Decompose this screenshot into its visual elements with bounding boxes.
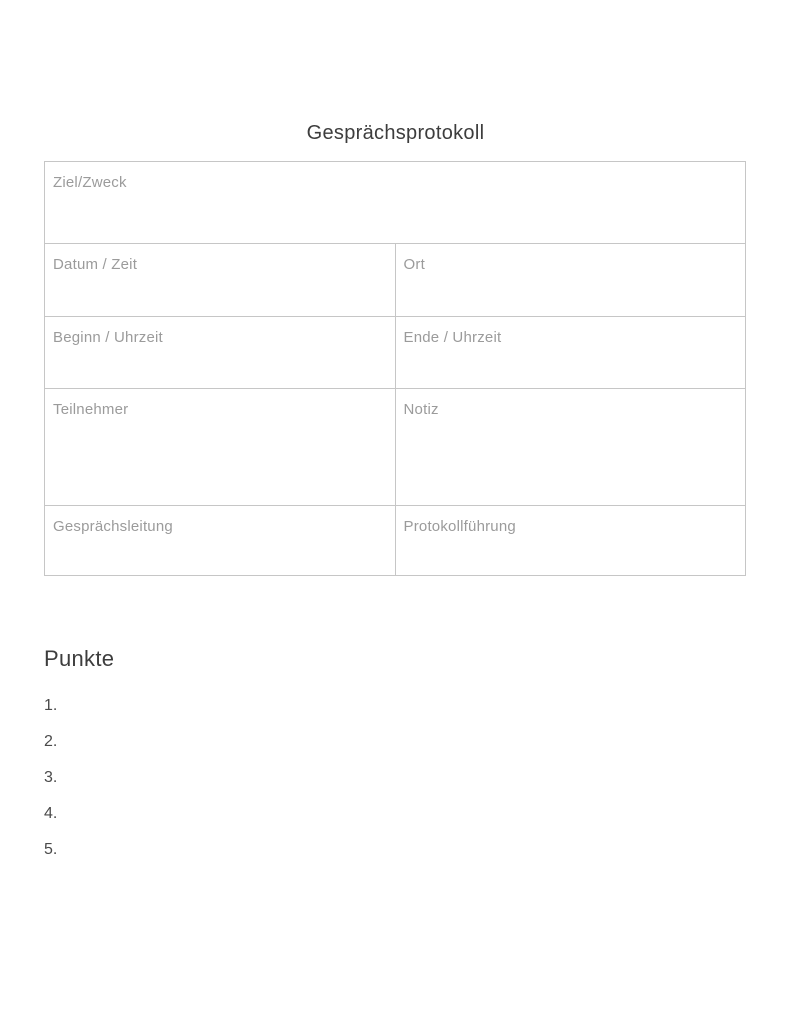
field-label-teilnehmer: Teilnehmer <box>53 401 129 418</box>
field-gespraechsleitung[interactable] <box>45 506 396 576</box>
list-item[interactable] <box>44 796 791 832</box>
table-row <box>45 317 746 389</box>
list-marker: 4. <box>44 805 58 822</box>
field-ort[interactable] <box>395 244 746 317</box>
protocol-table <box>44 161 746 576</box>
field-ziel-zweck[interactable] <box>45 162 746 244</box>
list-marker: 1. <box>44 697 58 714</box>
punkte-list <box>44 688 791 868</box>
list-marker: 5. <box>44 841 58 858</box>
list-item[interactable] <box>44 724 791 760</box>
document-page <box>0 122 791 1024</box>
field-label-beginn-uhrzeit: Beginn / Uhrzeit <box>53 329 163 346</box>
field-teilnehmer[interactable] <box>45 389 396 506</box>
page-title: Gesprächsprotokoll <box>306 122 485 144</box>
table-row <box>45 389 746 506</box>
field-label-notiz: Notiz <box>403 401 439 418</box>
list-item[interactable] <box>44 760 791 796</box>
field-label-ort: Ort <box>403 256 425 273</box>
field-label-datum-zeit: Datum / Zeit <box>53 256 138 273</box>
field-label-ziel-zweck: Ziel/Zweck <box>53 174 127 191</box>
field-label-ende-uhrzeit: Ende / Uhrzeit <box>403 329 502 346</box>
field-label-gespraechsleitung: Gesprächsleitung <box>53 518 173 535</box>
field-label-protokollfuehrung: Protokollführung <box>403 518 516 535</box>
table-row <box>45 244 746 317</box>
field-ende-uhrzeit[interactable] <box>395 317 746 389</box>
table-row <box>45 506 746 576</box>
punkte-heading: Punkte <box>44 646 115 671</box>
field-protokollfuehrung[interactable] <box>395 506 746 576</box>
field-notiz[interactable] <box>395 389 746 506</box>
list-item[interactable] <box>44 688 791 724</box>
field-beginn-uhrzeit[interactable] <box>45 317 396 389</box>
field-datum-zeit[interactable] <box>45 244 396 317</box>
list-marker: 3. <box>44 769 58 786</box>
table-row <box>45 162 746 244</box>
list-item[interactable] <box>44 832 791 868</box>
list-marker: 2. <box>44 733 58 750</box>
